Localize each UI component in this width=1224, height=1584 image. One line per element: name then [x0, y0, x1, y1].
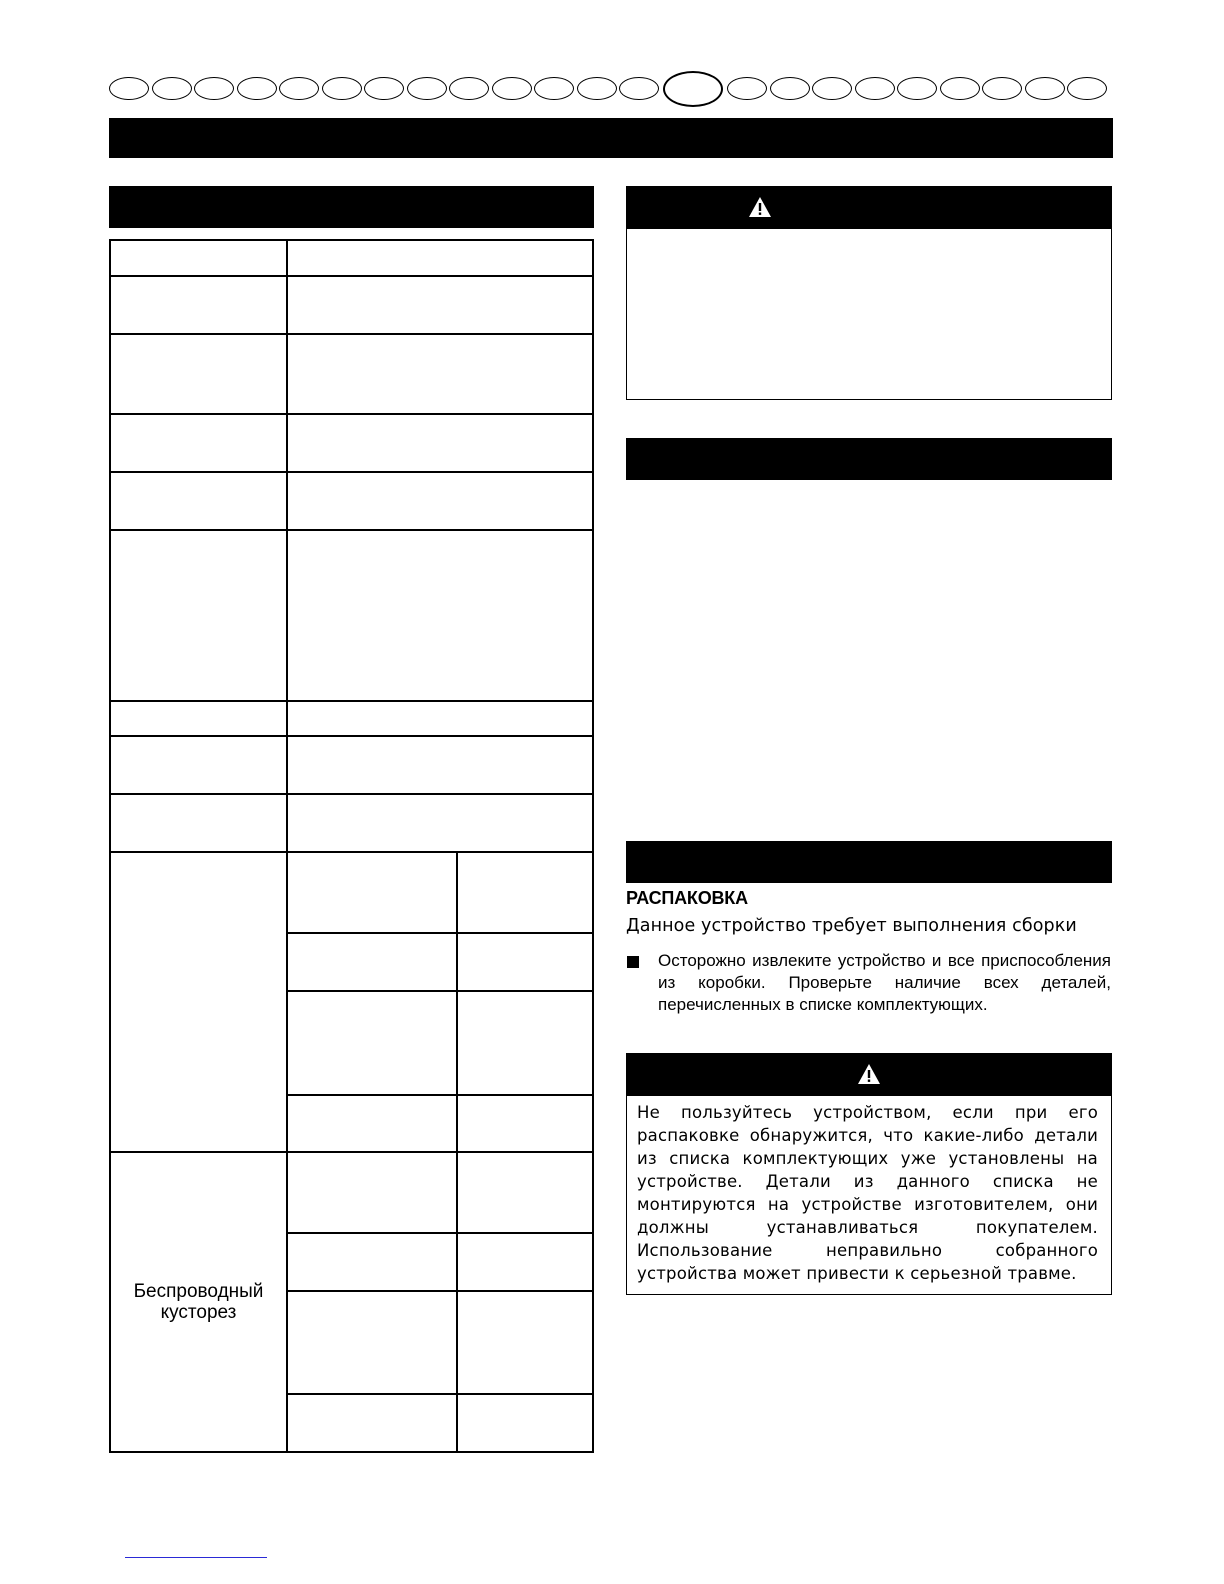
table-cell — [287, 240, 593, 276]
language-oval — [940, 77, 980, 100]
language-oval — [407, 77, 447, 100]
table-cell — [287, 276, 593, 334]
table-cell — [457, 1394, 593, 1452]
table-cell — [457, 1233, 593, 1291]
language-oval — [855, 77, 895, 100]
language-oval — [194, 77, 234, 100]
language-oval — [770, 77, 810, 100]
language-oval — [1067, 77, 1107, 100]
table-cell — [110, 334, 287, 414]
unpacking-bullet-text: Осторожно извлеките устройство и все приспособления из коробки. Проверьте наличие всех деталей, перечисленных в списке комплектующих. — [658, 951, 1111, 1014]
table-cell — [287, 852, 457, 933]
table-cell — [287, 991, 457, 1095]
unpacking-heading: РАСПАКОВКА — [626, 888, 748, 908]
footer-link-line — [125, 1557, 267, 1558]
table-cell — [110, 794, 287, 852]
table-cell — [110, 701, 287, 736]
language-oval — [1025, 77, 1065, 100]
table-cell — [287, 736, 593, 794]
table-cell — [457, 1095, 593, 1152]
language-oval — [812, 77, 852, 100]
table-cell — [457, 933, 593, 991]
language-oval — [449, 77, 489, 100]
language-oval — [492, 77, 532, 100]
table-cell — [287, 1291, 457, 1394]
table-cell — [110, 472, 287, 530]
table-cell — [110, 276, 287, 334]
table-cell — [287, 933, 457, 991]
table-cell-product-name — [110, 1152, 287, 1452]
table-cell — [457, 1291, 593, 1394]
unpacking-intro: Данное устройство требует выполнения сборки — [626, 916, 1077, 936]
language-oval — [619, 77, 659, 100]
language-oval — [322, 77, 362, 100]
bullet-square-icon — [627, 956, 639, 968]
table-cell — [287, 1152, 457, 1233]
warning-header-bar-2 — [626, 1053, 1112, 1095]
language-oval-selected — [663, 71, 723, 107]
language-oval — [109, 77, 149, 100]
table-cell — [287, 794, 593, 852]
language-oval — [152, 77, 192, 100]
table-cell — [287, 334, 593, 414]
table-cell — [457, 991, 593, 1095]
table-cell — [287, 1233, 457, 1291]
table-cell — [287, 701, 593, 736]
table-cell — [287, 1394, 457, 1452]
table-cell — [110, 530, 287, 701]
table-cell — [287, 1095, 457, 1152]
specifications-table — [109, 239, 594, 1453]
warning-header-bar — [626, 186, 1112, 228]
language-oval — [577, 77, 617, 100]
warning-box-empty — [626, 228, 1112, 400]
warning-triangle-icon — [748, 196, 772, 218]
table-cell — [287, 414, 593, 472]
specifications-header-bar — [109, 186, 594, 228]
table-cell — [110, 414, 287, 472]
warning-text: Не пользуйтесь устройством, если при его распаковке обнаружится, что какие-либо детали из списка комплектующих уже установлены на устройстве. Детали из данного списка не монтируются на устройстве изготовителем, они должны устанавливаться покупателем. Использование неправильно собранного устройства может привести к серьезной травме. — [637, 1103, 1098, 1283]
language-oval — [897, 77, 937, 100]
language-oval — [279, 77, 319, 100]
table-cell — [110, 240, 287, 276]
language-oval — [364, 77, 404, 100]
section-header-bar — [626, 438, 1112, 480]
warning-triangle-icon — [857, 1063, 881, 1085]
language-oval — [982, 77, 1022, 100]
table-cell — [110, 736, 287, 794]
table-cell — [287, 530, 593, 701]
table-cell — [457, 852, 593, 933]
assembly-header-bar — [626, 841, 1112, 883]
table-cell — [457, 1152, 593, 1233]
product-name-label: Беспроводный кусторез — [133, 1281, 264, 1323]
page-title-bar — [109, 118, 1113, 158]
language-oval — [237, 77, 277, 100]
table-cell — [287, 472, 593, 530]
language-oval — [727, 77, 767, 100]
table-cell — [110, 852, 287, 1152]
language-oval — [534, 77, 574, 100]
